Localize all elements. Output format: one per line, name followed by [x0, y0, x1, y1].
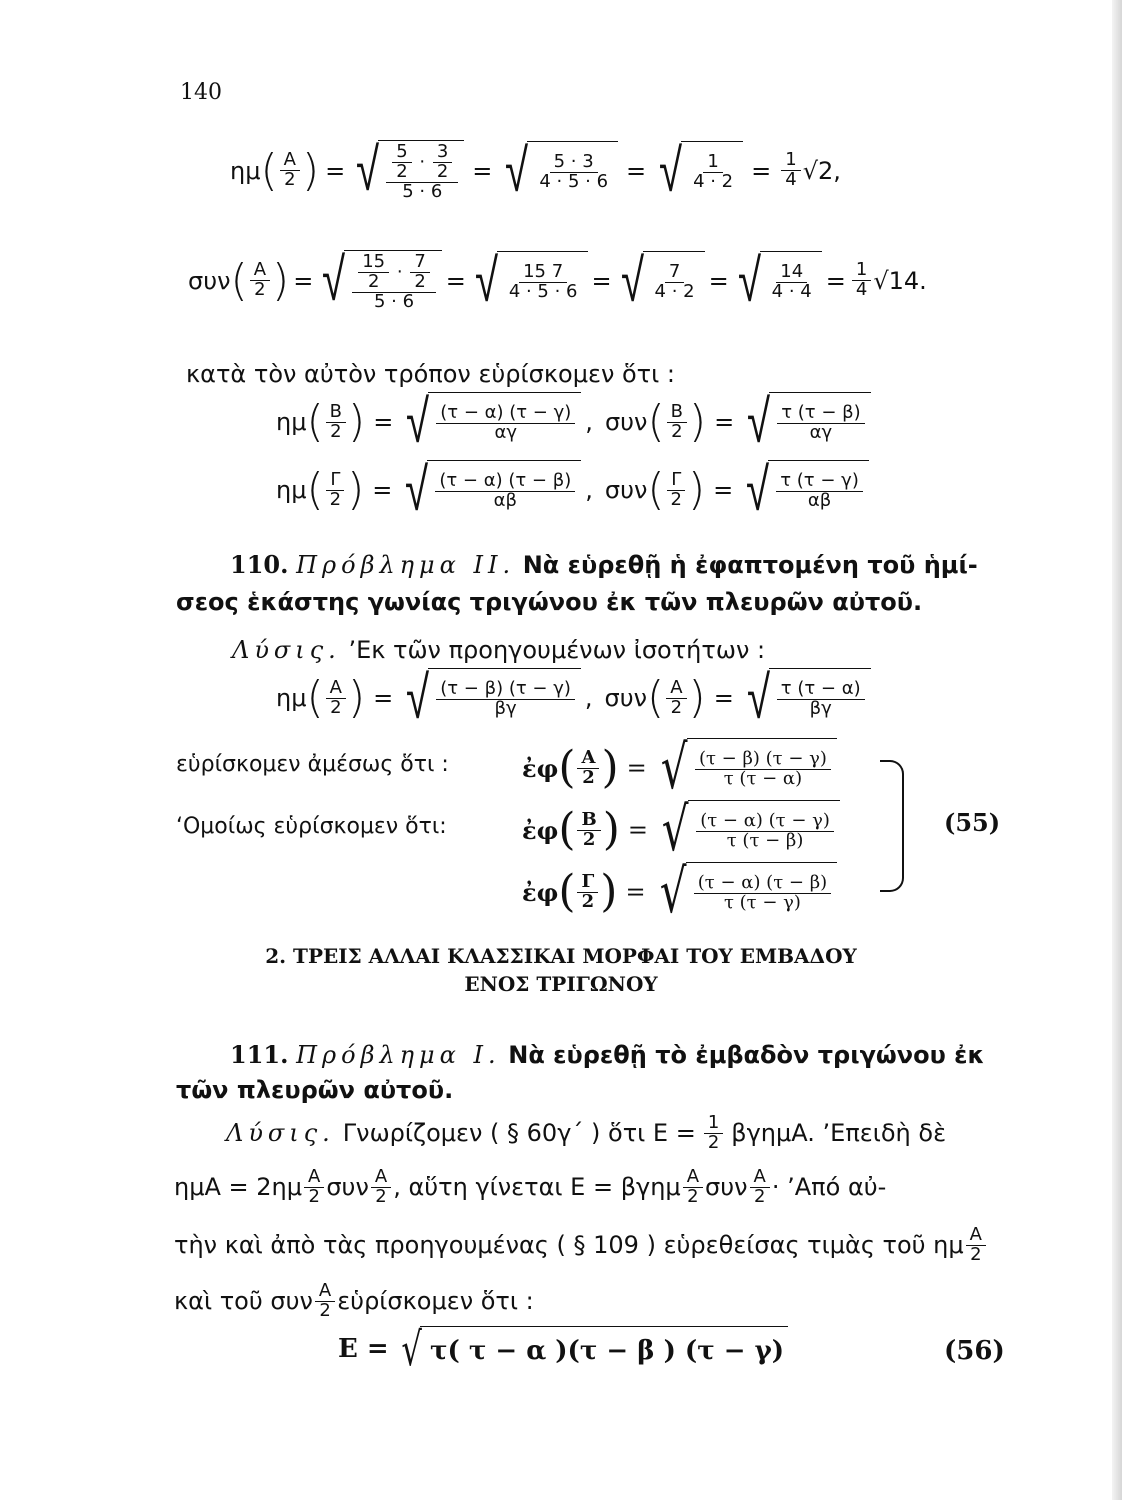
equation-hm-A-half: ημ ( $\frac{A}{2}$ ) = √ $\frac{5}{2}$ · $\frac{3}{2}$ 5 · 6 = √ $\frac{5 \cdot 3}{4 \cdot 5 \cdot 6}$ = √ $\frac{1}{4 \cdot 2}$ = $\frac{1}{4}$ √2,	[230, 135, 841, 206]
section-heading-line2: ΕΝΟΣ ΤΡΙΓΩΝΟΥ	[464, 972, 658, 996]
radical-1: √ $\frac{5}{2}$ · $\frac{3}{2}$ 5 · 6	[351, 140, 464, 202]
section-heading-line1: 2. ΤΡΕΙΣ ΑΛΛΑΙ ΚΛΑΣΣΙΚΑΙ ΜΟΡΦΑΙ ΤΟΥ ΕΜΒΑΔΟΥ	[265, 944, 857, 968]
problem-110-line2: σεος ἑκάστης γωνίας τριγώνου ἐκ τῶν πλευρῶν αὐτοῦ.	[176, 588, 923, 616]
problem-111-line1: 111. Πρόβλημα Ι. Νὰ εὑρεθῇ τὸ ἐμβαδὸν τριγώνου ἐκ	[230, 1040, 985, 1069]
problem-110-line1: 110. Πρόβλημα ΙΙ. Νὰ εὑρεθῇ ἡ ἐφαπτομένη τοῦ ἡμί-	[230, 550, 978, 579]
problem-111-line2: τῶν πλευρῶν αὐτοῦ.	[176, 1076, 454, 1104]
solution-111-line2: ημA = 2ημ $\frac{A}{2}$ συν $\frac{A}{2}$ , αὕτη γίνεται E = βγημ $\frac{A}{2}$ συν $\frac{A}{2}$ · ’Από αὐ-	[174, 1166, 887, 1207]
equations-half-B: ημ ( $\frac{B}{2}$ ) = √ $\frac{(\tau - \alpha) (\tau - \gamma)}{\alpha\gamma}$ , συν ( $\frac{B}{2}$ ) = √ $\frac{\tau (\tau - \beta)}{\alpha\gamma}$	[276, 392, 871, 452]
equation-syn-A-half: συν ( $\frac{A}{2}$ ) = √ $\frac{15}{2}$ · $\frac{7}{2}$ 5 · 6 = √ $\frac{15 7}{4 \cdot 5 \cdot 6}$ = √ $\frac{7}{4 \cdot 2}$ = √ $\frac{14}{4 \cdot 4}$ = $\frac{1}{4}$ √14.	[188, 245, 927, 316]
page-edge-shadow	[1112, 0, 1122, 1500]
equation-number-55: (55)	[944, 808, 1001, 837]
tan-B-half: ἐφ ( $\frac{B}{2}$ ) = √ $\frac{(\tau - \alpha) (\tau - \gamma)}{\tau (\tau - \beta)}$	[522, 800, 840, 860]
solution-110-intro: Λύσις. ’Εκ τῶν προηγουμένων ἰσοτήτων :	[232, 636, 766, 664]
lead-directly: εὑρίσκομεν ἀμέσως ὅτι :	[176, 752, 449, 777]
syn-label: συν	[188, 266, 231, 295]
tan-A-half: ἐφ ( $\frac{A}{2}$ ) = √ $\frac{(\tau - \beta) (\tau - \gamma)}{\tau (\tau - \alpha)}$	[522, 738, 837, 798]
heron-formula: E = √ τ( τ − α )(τ − β ) (τ − γ)	[338, 1326, 788, 1372]
equation-number-56: (56)	[944, 1336, 1005, 1366]
tan-G-half: ἐφ ( $\frac{\Gamma}{2}$ ) = √ $\frac{(\tau - \alpha) (\tau - \beta)}{\tau (\tau - \gamma)}$	[522, 862, 837, 922]
solution-111-line4: καὶ τοῦ συν $\frac{A}{2}$ εὑρίσκομεν ὅτι :	[174, 1280, 534, 1321]
page-number: 140	[180, 80, 222, 105]
solution-111-line3: τὴν καὶ ἀπὸ τὰς προηγουμένας ( § 109 ) εὑρεθείσας τιμὰς τοῦ ημ $\frac{A}{2}$	[174, 1226, 988, 1265]
hm-label: ημ	[230, 156, 261, 185]
intro-same-way: κατὰ τὸν αὐτὸν τρόπον εὑρίσκομεν ὅτι :	[186, 360, 675, 388]
solution-110-formulas: ημ ( $\frac{A}{2}$ ) = √ $\frac{(\tau - \beta) (\tau - \gamma)}{\beta\gamma}$ , συν ( $\frac{A}{2}$ ) = √ $\frac{\tau (\tau - \alpha)}{\beta\gamma}$	[276, 668, 871, 728]
solution-111-line1: Λύσις. Γνωρίζομεν ( § 60γ΄ ) ὅτι E = $\frac{1}{2}$ βγημA. ’Επειδὴ δὲ	[226, 1112, 947, 1153]
lead-similarly: ‘Ομοίως εὑρίσκομεν ὅτι:	[176, 814, 447, 839]
equations-half-G: ημ ( $\frac{\Gamma}{2}$ ) = √ $\frac{(\tau - \alpha) (\tau - \beta)}{\alpha\beta}$ , συν ( $\frac{\Gamma}{2}$ ) = √ $\frac{\tau (\tau - \gamma)}{\alpha\beta}$	[276, 460, 869, 520]
curly-brace	[880, 760, 904, 892]
